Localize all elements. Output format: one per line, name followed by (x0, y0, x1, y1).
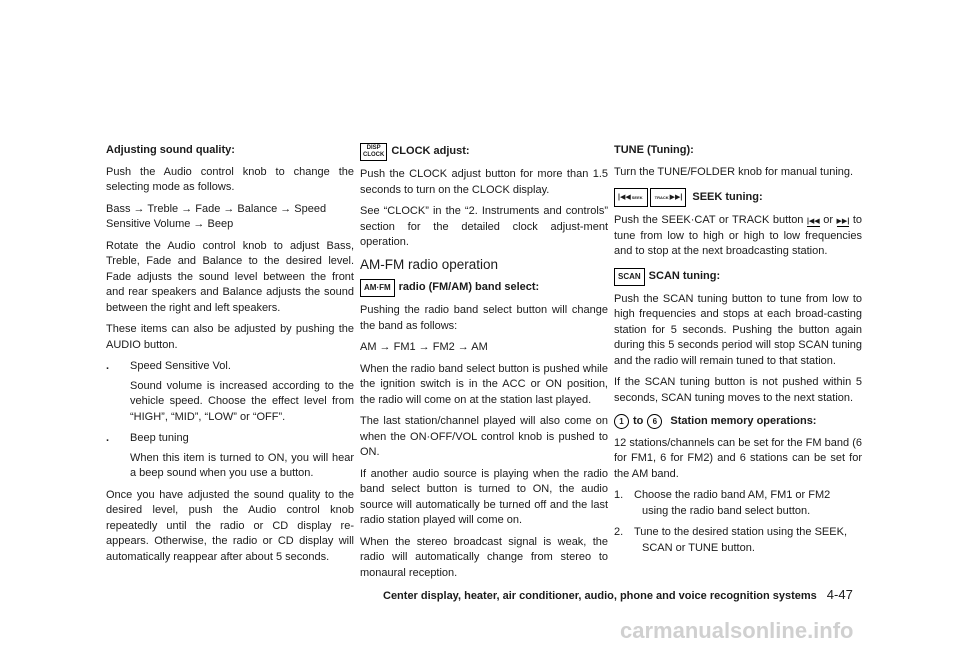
page-number: 4-47 (826, 587, 853, 602)
step-number: 2. (614, 526, 624, 538)
track-forward-button-icon (650, 188, 687, 207)
paragraph: If another audio source is playing when the radio band select button is turned to ON, the audio source will automatically be turned off and the last radio station played will come on. (360, 467, 608, 526)
heading-text: CLOCK adjust: (391, 145, 470, 158)
paragraph: When the radio band select button is pushed while the ignition switch is in the ACC or ON position, the radio will come on at the station last played. (360, 362, 608, 406)
text: or (823, 214, 834, 226)
am-fm-button-icon: AM·FM (360, 279, 395, 297)
paragraph: Push the CLOCK adjust button for more than 1.5 seconds to turn on the CLOCK display. (360, 168, 608, 196)
step-1 (614, 488, 862, 519)
step-line: SCAN or TUNE button. (642, 541, 755, 554)
text: to tune from low to high or high to low frequencies and to stop at the next broadcasting station. (614, 214, 862, 257)
mode-sequence: Bass → Treble → Fade → Balance → Speed Sensitive Volume → Beep (106, 202, 327, 230)
paragraph: Rotate the Audio control knob to adjust Bass, Treble, Fade and Balance to the desired level. Fade adjusts the sound level between the front and rear speakers and Balance adjusts the sound between the right and left speakers. (106, 239, 354, 314)
bullet-dot: . (106, 360, 110, 372)
paragraph: See “CLOCK” in the “2. Instruments and controls” section for the detailed clock adjust-ment operation. (360, 205, 608, 248)
disp-clock-button-icon (360, 143, 387, 161)
paragraph: Push the SCAN tuning button to tune from low to high frequencies and stops at each broad-casting station for 5 seconds. Pushing the button again during this 5 seconds period will stop SCAN tuning and the radio will remain tuned to that station. (614, 292, 862, 367)
button-glyph: |◀◀ (618, 193, 631, 201)
seek-back-inline-icon: |◀◀ (806, 218, 820, 225)
watermark: carmanualsonline.info (620, 618, 854, 643)
button-label: TRACK (654, 194, 669, 200)
paragraph: When the stereo broadcast signal is weak, the radio will automatically change from stereo to monaural reception. (360, 535, 608, 579)
paragraph: 12 stations/channels can be set for the FM band (6 for FM1, 6 for FM2) and 6 stations can be set for the AM band. (614, 436, 862, 480)
heading-adjusting-sound-quality: Adjusting sound quality: (106, 144, 235, 156)
scan-button-icon: SCAN (614, 268, 645, 286)
preset-1-icon: 1 (614, 414, 629, 429)
section-title: AM-FM radio operation (360, 256, 499, 272)
heading-seek-tuning (614, 188, 862, 207)
bullet-title: Beep tuning (130, 432, 189, 444)
heading-text: SEEK tuning: (692, 190, 763, 203)
heading-band-select (360, 279, 608, 297)
button-label: SEEK (631, 194, 643, 200)
text: Push the SEEK·CAT or TRACK button (614, 214, 804, 226)
button-label: DISP (366, 145, 381, 151)
step-text (634, 525, 862, 556)
heading-text: SCAN tuning: (648, 269, 721, 282)
heading-text: Station memory operations: (670, 415, 817, 427)
paragraph: The last station/channel played will also come on when the ON·OFF/VOL control knob is pushed to ON. (360, 415, 608, 458)
paragraph: Turn the TUNE/FOLDER knob for manual tuning. (614, 165, 854, 178)
band-sequence: AM → FM1 → FM2 → AM (360, 341, 488, 353)
step-2 (614, 525, 862, 556)
bullet-text: When this item is turned to ON, you will hear a beep sound when you use a button. (130, 451, 354, 479)
step-text (634, 488, 862, 519)
step-number: 1. (614, 489, 624, 501)
heading-clock-adjust (360, 143, 608, 161)
paragraph-seek (614, 213, 862, 260)
track-forward-inline-icon: ▶▶| (836, 218, 850, 225)
bullet-speed-sensitive (106, 359, 354, 375)
step-line: Choose the radio band AM, FM1 or FM2 (634, 489, 831, 501)
bullet-beep-tuning (106, 431, 354, 447)
footer-section-title: Center display, heater, air conditioner, audio, phone and voice recognition systems (383, 590, 817, 602)
bullet-dot: . (106, 432, 110, 444)
button-glyph: ▶▶| (669, 193, 683, 201)
step-line: Tune to the desired station using the SEEK, (634, 526, 848, 538)
column-3 (614, 143, 862, 562)
paragraph: Once you have adjusted the sound quality to the desired level, push the Audio control knob repeatedly until the radio or CD display re-appears. Otherwise, the radio or CD display will automatically reappear after about 5 seconds. (106, 488, 354, 563)
column-2 (360, 143, 608, 587)
paragraph: Push the Audio control knob to change the selecting mode as follows. (106, 165, 354, 193)
column-1 (106, 143, 354, 571)
bullet-text: Sound volume is increased according to the vehicle speed. Choose the effect level from “HIGH”, “MID”, “LOW” or “OFF”. (130, 379, 354, 423)
heading-scan-tuning (614, 268, 862, 286)
heading-station-memory (614, 414, 862, 430)
paragraph: Pushing the radio band select button will change the band as follows: (360, 304, 608, 332)
heading-text: radio (FM/AM) band select: (398, 281, 540, 294)
step-line: using the radio band select button. (642, 504, 811, 517)
preset-6-icon: 6 (647, 414, 662, 429)
text: to (633, 415, 644, 427)
heading-tune: TUNE (Tuning): (614, 144, 694, 156)
button-label: CLOCK (363, 152, 385, 158)
bullet-title: Speed Sensitive Vol. (130, 360, 231, 372)
page-footer (383, 587, 853, 602)
seek-back-button-icon (614, 188, 648, 207)
paragraph: If the SCAN tuning button is not pushed within 5 seconds, SCAN tuning moves to the next station. (614, 376, 862, 404)
paragraph: These items can also be adjusted by pushing the AUDIO button. (106, 323, 354, 351)
